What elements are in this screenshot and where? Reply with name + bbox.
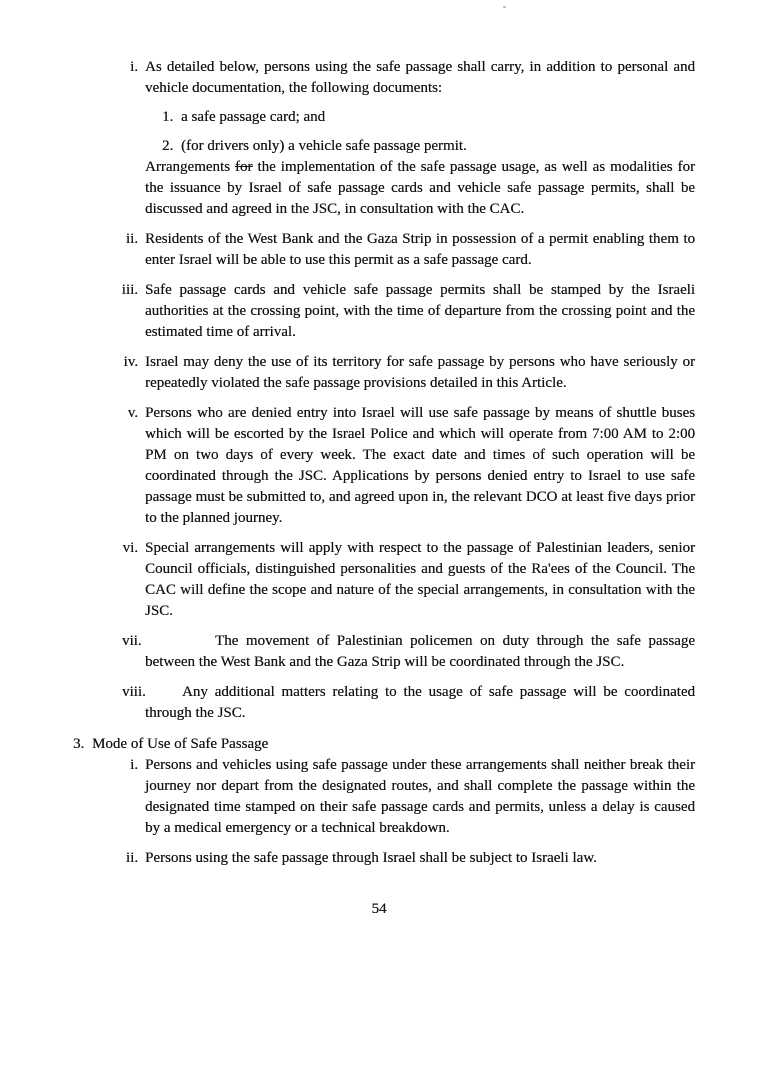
item-marker: iii. [121,282,138,298]
item-text: Special arrangements will apply with respect to the passage of Palestinian leaders, senior Council officials, distinguished personalities and guests of the Ra'ees of the Council. The CAC will define the scope and nature of the special arrangements, in consultation with the JSC. [145,540,695,619]
section-item-ii [112,848,695,869]
item-text: Persons who are denied entry into Israel will use safe passage by means of shuttle buses which will be escorted by the Israel Police and which will operate from 7:00 AM to 2:00 PM on two days of every week. The exact date and times of such operation will be coordinated through the JSC. Applications by persons denied entry to Israel to use safe passage must be submitted to, and agreed upon in, the relevant DCO at least five days prior to the planned journey. [145,405,695,526]
list-item-vi [112,538,695,622]
list-item-i [112,57,695,220]
subitem-text: (for drivers only) a vehicle safe passage permit. [181,138,467,154]
list-item-iv [112,352,695,394]
item-marker: viii. [122,684,146,700]
numbered-sublist [145,107,695,157]
item-marker: v. [127,405,138,421]
item-marker: vi. [122,540,138,556]
item-text: Residents of the West Bank and the Gaza Strip in possession of a permit enabling them to enter Israel will be able to use this permit as a safe passage card. [145,231,695,268]
item-text: Persons using the safe passage through Israel shall be subject to Israeli law. [145,850,597,866]
item-text: As detailed below, persons using the safe passage shall carry, in addition to personal and vehicle documentation, the following documents: [145,59,695,96]
list-item-iii [112,280,695,343]
item-marker: vii. [122,633,142,649]
subitem-marker: 2. [162,138,174,154]
section-number: 3. [73,736,85,752]
item-text: The movement of Palestinian policemen on duty through the safe passage between the West Bank and the Gaza Strip will be coordinated through the JSC. [145,633,695,670]
item-text: Any additional matters relating to the usage of safe passage will be coordinated through the JSC. [145,684,695,721]
sublist-item-2 [145,136,695,157]
subitem-text: a safe passage card; and [181,109,326,125]
list-item-vii [112,631,695,673]
item-text: Persons and vehicles using safe passage under these arrangements shall neither break their journey nor depart from the designated routes, and shall complete the passage within the designated time stamped on their safe passage cards and permits, unless a delay is caused by a medical emergency or a technical breakdown. [145,757,695,836]
scan-artifact-dot [503,6,506,8]
continuation-paragraph [145,157,695,220]
continuation-after: the implementation of the safe passage usage, as well as modalities for the issuance by Israel of safe passage cards and vehicle safe passage permits, shall be discussed and agreed in the JSC, in consultation with the CAC. [145,159,695,217]
page-number: 54 [371,901,387,917]
item-marker: i. [130,757,138,773]
section-roman-list [112,755,695,869]
list-item-viii [112,682,695,724]
item-text: Safe passage cards and vehicle safe passage permits shall be stamped by the Israeli authorities at the crossing point, with the time of departure from the crossing point and the estimated time of arrival. [145,282,695,340]
sublist-item-1 [145,107,695,128]
roman-numeral-list [112,57,695,724]
item-marker: i. [130,59,138,75]
continuation-before: Arrangements [145,159,235,175]
struck-word: for [234,159,253,175]
item-text: Israel may deny the use of its territory for safe passage by persons who have seriously or repeatedly violated the safe passage provisions detailed in this Article. [145,354,695,391]
subitem-marker: 1. [162,109,174,125]
item-marker: iv. [123,354,138,370]
list-item-v [112,403,695,529]
section-heading [73,734,758,755]
section-item-i [112,755,695,839]
section-title: Mode of Use of Safe Passage [92,736,269,752]
list-item-ii [112,229,695,271]
item-marker: ii. [125,850,138,866]
item-marker: ii. [125,231,138,247]
